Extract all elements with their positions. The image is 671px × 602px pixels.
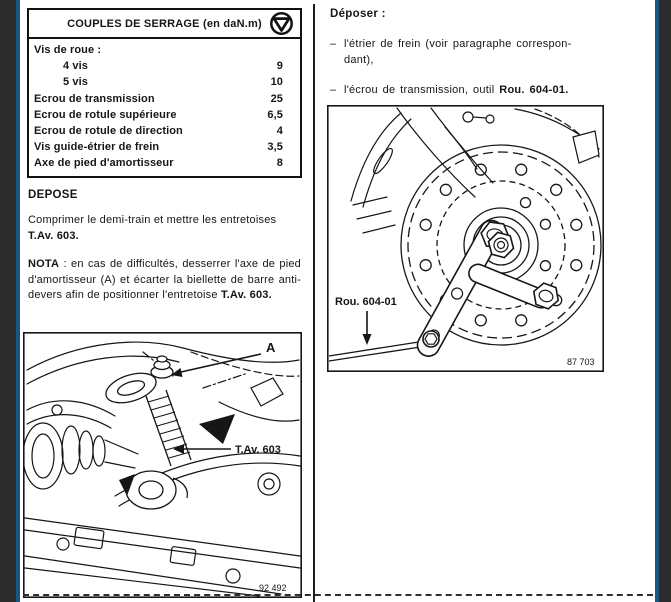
row-value: 9: [276, 60, 283, 73]
manual-page: [20, 0, 655, 602]
row-label: Ecrou de rotule de direction: [34, 125, 183, 138]
table-row: [29, 42, 300, 58]
table-row: [29, 74, 300, 90]
bullet-text: [344, 37, 640, 68]
bullet-line: l'écrou de transmission, outil: [344, 84, 500, 96]
page-right-edge-line: [655, 0, 659, 602]
fig-ref: 87 703: [567, 357, 595, 367]
row-label: 4 vis: [63, 60, 88, 73]
row-label: Vis guide-étrier de frein: [34, 141, 160, 154]
row-label: Ecrou de rotule supérieure: [34, 108, 177, 121]
section-heading-deposer: Déposer :: [330, 8, 386, 20]
tool-reference: Rou. 604-01.: [499, 84, 569, 96]
figure-hub-tool: [327, 105, 604, 377]
row-value: 10: [270, 76, 283, 89]
row-value: 4: [276, 125, 283, 138]
page-bottom-dashed-line: [23, 594, 653, 596]
paragraph-text: Comprimer le demi-train et mettre les entretoises: [28, 214, 277, 226]
row-value: 25: [270, 92, 283, 105]
table-row: [29, 107, 300, 123]
nota-label: NOTA: [28, 258, 60, 270]
section-heading-depose: DEPOSE: [28, 189, 78, 201]
tool-reference: T.Av. 603.: [220, 289, 272, 301]
torque-warning-icon: [268, 11, 295, 41]
torque-table-rows: [29, 39, 300, 176]
bullet-dash: –: [330, 84, 337, 96]
table-row: [29, 58, 300, 74]
row-label: Vis de roue :: [34, 44, 102, 57]
row-value: 6,5: [267, 108, 283, 121]
torque-table-title: COUPLES DE SERRAGE (en daN.m): [67, 17, 262, 30]
fig-ref: 92 492: [259, 583, 287, 593]
nota-text: : en cas de difficultés, desserrer l'axe de pied d'amortisseur (A) et écarter la biellette de barre anti-devers afin de positionner l'entretoise: [28, 258, 301, 301]
table-row: [29, 91, 300, 107]
table-row: [29, 155, 300, 171]
table-row: [29, 139, 300, 155]
callout-a: A: [266, 340, 276, 355]
paragraph-comprimer: [28, 213, 301, 244]
row-label: 5 vis: [63, 76, 88, 89]
figure-suspension-spacer: [23, 332, 302, 602]
table-row: [29, 123, 300, 139]
paragraph-nota: [28, 257, 301, 304]
callout-tav-603: T.Av. 603: [235, 444, 281, 456]
list-item: [330, 37, 640, 68]
bullet-text: [344, 83, 640, 99]
torque-table-header: [29, 10, 300, 39]
tool-reference: T.Av. 603.: [28, 229, 79, 242]
column-divider: [313, 4, 315, 602]
list-item: [330, 83, 640, 99]
callout-rou-604-01: Rou. 604-01: [335, 296, 397, 308]
row-value: 8: [276, 157, 283, 170]
torque-table: [27, 8, 302, 178]
row-label: Ecrou de transmission: [34, 92, 155, 105]
bullet-dash: –: [330, 38, 337, 50]
row-value: 3,5: [267, 141, 283, 154]
bullet-line: l'étrier de frein (voir paragraphe correspon-: [344, 38, 572, 50]
bullet-line: dant),: [344, 53, 374, 66]
row-label: Axe de pied d'amortisseur: [34, 157, 174, 170]
